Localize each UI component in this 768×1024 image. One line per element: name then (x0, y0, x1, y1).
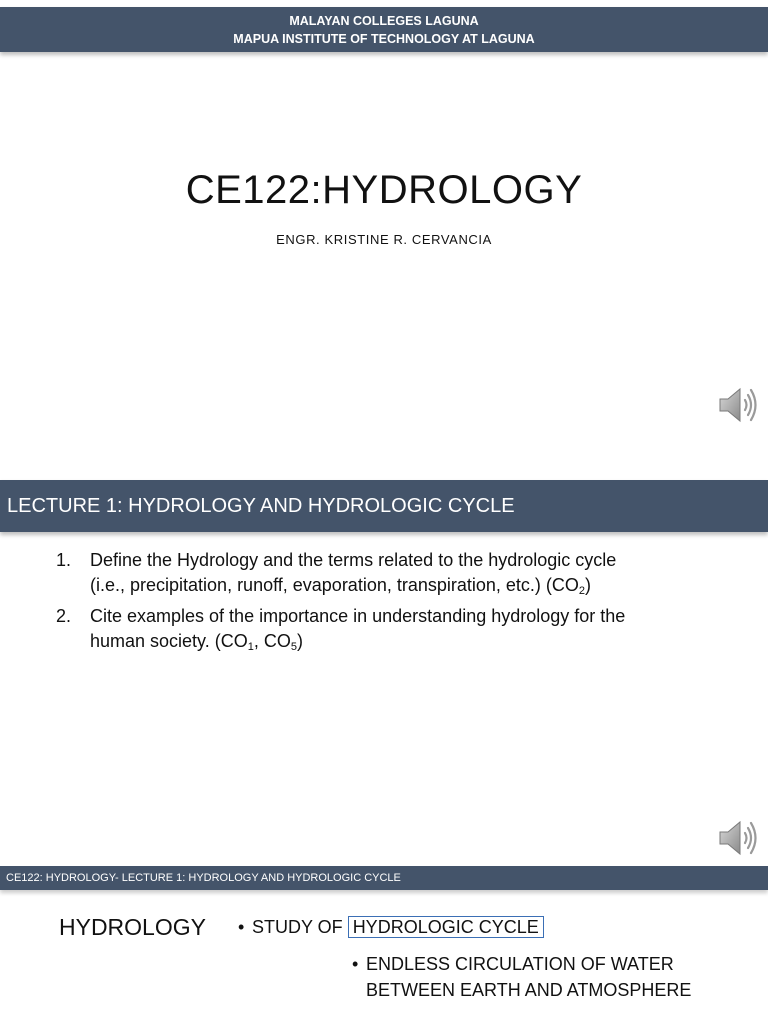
objective-text-mid: , CO (253, 631, 291, 651)
objective-item (56, 548, 716, 598)
objective-subscript: 5 (290, 641, 297, 653)
institution-banner (0, 7, 768, 52)
hydrology-heading: HYDROLOGY (59, 914, 206, 940)
objective-number: 1. (56, 550, 72, 570)
objective-text-tail: ) (585, 575, 592, 595)
course-title: CE122:HYDROLOGY (185, 168, 583, 212)
objective-subscript: 1 (247, 641, 254, 653)
objective-text-line: human society. (CO (90, 631, 248, 651)
speaker-icon[interactable] (716, 383, 760, 427)
lecture-header: LECTURE 1: HYDROLOGY AND HYDROLOGIC CYCLE (0, 480, 768, 532)
objective-item (56, 604, 716, 654)
title-slide (0, 0, 768, 478)
instructor-name: ENGR. KRISTINE R. CERVANCIA (276, 232, 492, 247)
bullet-glyph: • (352, 954, 359, 974)
bullet-glyph: • (238, 917, 245, 937)
bullet-text: ENDLESS CIRCULATION OF WATER (366, 954, 674, 974)
institution-line-1: MALAYAN COLLEGES LAGUNA (289, 14, 479, 28)
objective-text-line: (i.e., precipitation, runoff, evaporation, transpiration, etc.) (CO (90, 575, 579, 595)
objective-subscript: 2 (578, 585, 586, 597)
objectives-list (56, 548, 716, 660)
hydrologic-cycle-highlight: HYDROLOGIC CYCLE (348, 916, 544, 938)
objective-text-tail: ) (297, 631, 303, 651)
objective-text-line: Define the Hydrology and the terms related to the hydrologic cycle (90, 550, 617, 570)
objective-number: 2. (56, 606, 72, 626)
lecture-footer-banner: CE122: HYDROLOGY- LECTURE 1: HYDROLOGY AND HYDROLOGIC CYCLE (0, 866, 768, 890)
bullet-text: BETWEEN EARTH AND ATMOSPHERE (366, 980, 692, 1000)
institution-line-2: MAPUA INSTITUTE OF TECHNOLOGY AT LAGUNA (233, 32, 535, 46)
bullet-study-of (238, 914, 544, 940)
bullet-text: STUDY OF (252, 917, 348, 937)
bullet-circulation (352, 951, 691, 1003)
definition-slide (0, 866, 768, 1024)
objectives-slide (0, 478, 768, 866)
speaker-icon[interactable] (716, 816, 760, 860)
objective-text-line: Cite examples of the importance in understanding hydrology for the (90, 606, 626, 626)
